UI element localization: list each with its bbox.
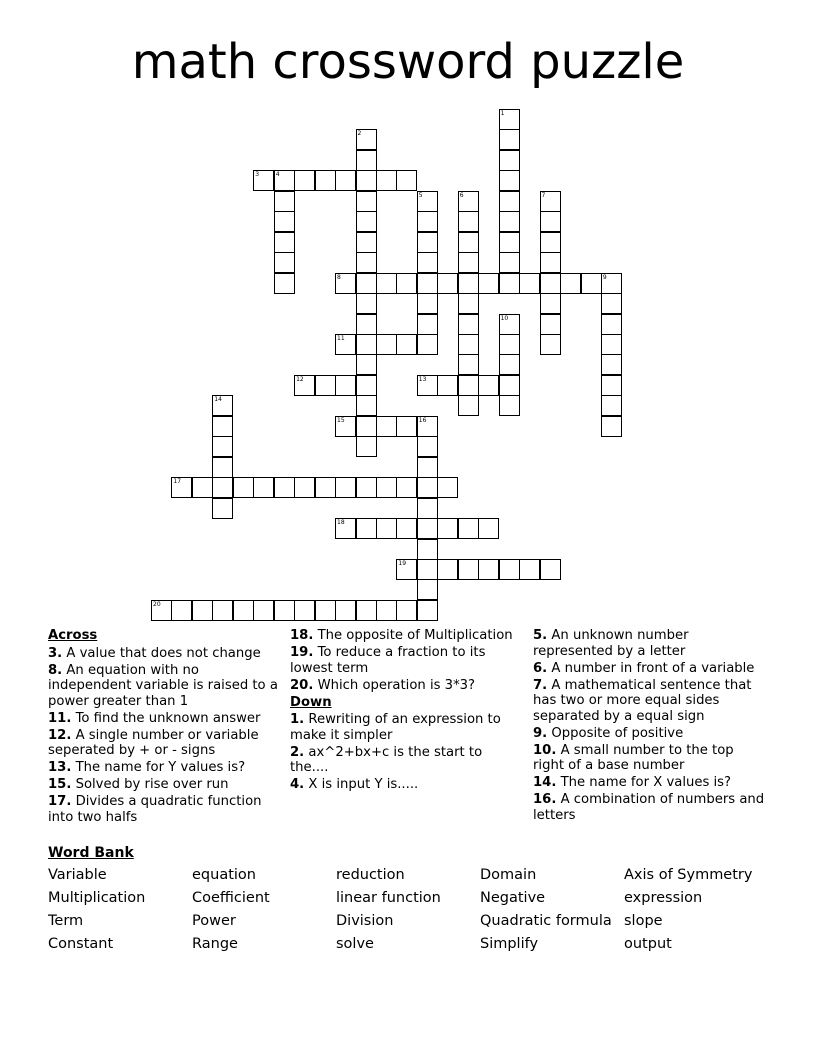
grid-cell[interactable] [294, 600, 315, 621]
grid-cell[interactable] [417, 334, 438, 355]
grid-cell[interactable] [356, 436, 377, 457]
grid-cell[interactable] [376, 170, 397, 191]
grid-cell[interactable] [499, 354, 520, 375]
clue-number: 6. [533, 660, 548, 676]
clue-text: The name for Y values is? [75, 760, 246, 775]
clues-column-1 [48, 628, 278, 827]
grid-cell-number: 8 [337, 273, 341, 281]
grid-cell[interactable] [356, 211, 377, 232]
grid-cell[interactable] [335, 170, 356, 191]
clue-text: A value that does not change [66, 645, 261, 661]
grid-cell[interactable] [540, 273, 561, 294]
clue-across-15 [48, 777, 278, 793]
grid-cell[interactable] [356, 395, 377, 416]
grid-cell[interactable] [499, 232, 520, 253]
grid-cell-number: 17 [173, 478, 182, 486]
grid-cell[interactable] [417, 477, 438, 498]
page-title: math crossword puzzle [131, 34, 685, 90]
grid-cell[interactable] [356, 129, 377, 150]
clue-number: 11. [48, 710, 72, 726]
grid-cell[interactable] [356, 477, 377, 498]
clue-number: 9. [533, 725, 548, 741]
grid-cell[interactable] [417, 314, 438, 335]
word-bank-item: Variable [48, 867, 107, 883]
clue-text: Solved by rise over run [75, 777, 229, 792]
clue-text: Divides a quadratic function into two halfs [48, 794, 262, 825]
grid-cell-number: 12 [296, 375, 304, 383]
grid-cell[interactable] [499, 129, 520, 150]
clue-down-10 [533, 743, 768, 774]
grid-cell[interactable] [192, 477, 213, 498]
grid-cell[interactable] [335, 600, 356, 621]
grid-cell[interactable] [274, 477, 295, 498]
grid-cell[interactable] [233, 600, 254, 621]
word-bank-item: Term [48, 913, 84, 929]
grid-cell[interactable] [253, 600, 274, 621]
grid-cell-number: 18 [337, 519, 345, 526]
grid-cell[interactable] [601, 375, 622, 396]
clue-number: 7. [533, 677, 548, 693]
grid-cell[interactable] [356, 518, 377, 539]
grid-cell[interactable] [417, 273, 438, 294]
grid-cell[interactable] [294, 170, 315, 191]
clue-across-8 [48, 663, 278, 710]
clue-number: 19. [290, 645, 314, 660]
grid-cell[interactable] [335, 477, 356, 498]
grid-cell[interactable] [356, 600, 377, 621]
clue-across-11 [48, 711, 278, 727]
clue-text: A small number to the top right of a base number [533, 742, 734, 773]
grid-cell[interactable] [540, 334, 561, 355]
grid-cell[interactable] [499, 395, 520, 416]
grid-cell[interactable] [417, 191, 438, 212]
clue-text: An unknown number represented by a letter [533, 628, 689, 659]
grid-cell-number: 10 [500, 314, 509, 322]
grid-cell[interactable] [376, 273, 397, 294]
grid-cell[interactable] [499, 170, 520, 191]
grid-cell[interactable] [437, 477, 458, 498]
grid-cell[interactable] [233, 477, 254, 498]
clue-down-4 [290, 777, 515, 793]
grid-cell[interactable] [601, 334, 622, 355]
grid-cell[interactable] [601, 293, 622, 314]
grid-cell[interactable] [417, 518, 438, 539]
clue-number: 16. [533, 792, 557, 807]
grid-cell[interactable] [417, 375, 438, 396]
grid-cell[interactable] [540, 232, 561, 253]
grid-cell-number: 7 [541, 191, 546, 199]
grid-cell[interactable] [478, 273, 499, 294]
grid-cell[interactable] [376, 334, 397, 355]
grid-cell[interactable] [458, 232, 479, 253]
grid-cell[interactable] [499, 273, 520, 294]
grid-cell[interactable] [499, 334, 520, 355]
grid-cell[interactable] [437, 518, 458, 539]
grid-cell[interactable] [519, 273, 540, 294]
grid-cell-number: 9 [602, 273, 607, 281]
grid-cell[interactable] [458, 314, 479, 335]
grid-cell[interactable] [274, 273, 295, 294]
grid-cell[interactable] [171, 600, 192, 621]
grid-cell[interactable] [212, 600, 233, 621]
grid-cell[interactable] [335, 375, 356, 396]
grid-cell[interactable] [315, 170, 336, 191]
grid-cell[interactable] [601, 416, 622, 437]
grid-cell[interactable] [356, 191, 377, 212]
clue-text: A number in front of a variable [551, 660, 755, 676]
grid-cell[interactable] [356, 354, 377, 375]
word-bank-item: Range [192, 936, 238, 952]
grid-cell[interactable] [458, 293, 479, 314]
clue-number: 10. [533, 742, 557, 758]
grid-cell[interactable] [540, 314, 561, 335]
grid-cell[interactable] [212, 395, 233, 416]
grid-cell-number: 19 [398, 559, 407, 567]
clue-down-9 [533, 726, 768, 742]
grid-cell[interactable] [601, 395, 622, 416]
clue-number: 17. [48, 794, 72, 809]
word-bank-item: output [624, 936, 672, 952]
clue-across-17 [48, 794, 278, 825]
grid-cell[interactable] [212, 457, 233, 478]
grid-cell[interactable] [356, 273, 377, 294]
clue-down-2 [290, 745, 515, 776]
grid-cell[interactable] [151, 600, 172, 621]
grid-cell[interactable] [458, 559, 479, 580]
grid-cell[interactable] [540, 191, 561, 212]
grid-cell-number: 16 [418, 416, 427, 424]
grid-cell[interactable] [274, 600, 295, 621]
grid-cell[interactable] [417, 498, 438, 519]
grid-cell[interactable] [315, 477, 336, 498]
grid-cell-number: 15 [337, 416, 345, 424]
grid-cell[interactable] [274, 170, 295, 191]
grid-cell[interactable] [519, 559, 540, 580]
clue-across-20 [290, 678, 515, 694]
word-bank [48, 866, 788, 954]
grid-cell[interactable] [540, 293, 561, 314]
clue-down-5 [533, 628, 768, 659]
clue-down-16 [533, 792, 768, 823]
grid-cell[interactable] [540, 211, 561, 232]
clue-number: 4. [290, 777, 305, 792]
grid-cell[interactable] [253, 170, 274, 191]
grid-cell[interactable] [601, 273, 622, 294]
grid-cell[interactable] [499, 109, 520, 130]
grid-cell[interactable] [212, 436, 233, 457]
clue-across-13 [48, 760, 278, 776]
grid-cell[interactable] [417, 436, 438, 457]
clue-down-7 [533, 678, 768, 725]
grid-cell[interactable] [376, 518, 397, 539]
word-bank-item: expression [624, 890, 703, 906]
grid-cell[interactable] [192, 600, 213, 621]
grid-cell[interactable] [478, 375, 499, 396]
grid-cell[interactable] [601, 354, 622, 375]
grid-cell-number: 3 [255, 171, 260, 179]
grid-cell[interactable] [417, 293, 438, 314]
clue-across-12 [48, 728, 278, 759]
word-bank-heading: Word Bank [48, 845, 134, 861]
grid-cell[interactable] [499, 375, 520, 396]
grid-cell[interactable] [274, 252, 295, 273]
grid-cell[interactable] [335, 518, 356, 539]
word-bank-item: Simplify [480, 936, 539, 952]
clue-number: 8. [48, 662, 63, 678]
grid-cell[interactable] [458, 395, 479, 416]
clue-down-6 [533, 661, 768, 677]
grid-cell[interactable] [396, 600, 417, 621]
clue-across-3 [48, 646, 278, 662]
grid-cell[interactable] [376, 600, 397, 621]
grid-cell[interactable] [356, 314, 377, 335]
grid-cell[interactable] [417, 416, 438, 437]
clue-text: A mathematical sentence that has two or more equal sides separated by a equal sign [533, 677, 752, 724]
clue-text: X is input Y is..... [308, 777, 419, 792]
grid-cell[interactable] [356, 232, 377, 253]
grid-cell[interactable] [499, 211, 520, 232]
grid-cell[interactable] [356, 170, 377, 191]
grid-cell[interactable] [417, 559, 438, 580]
word-bank-item: Power [192, 913, 236, 929]
word-bank-item: Domain [480, 867, 537, 883]
grid-cell[interactable] [253, 477, 274, 498]
clue-number: 12. [48, 727, 72, 743]
clue-text: Rewriting of an expression to make it simpler [290, 712, 501, 743]
grid-cell[interactable] [315, 600, 336, 621]
down-heading: Down [290, 694, 332, 710]
clue-down-14 [533, 775, 768, 791]
grid-cell[interactable] [274, 211, 295, 232]
grid-cell[interactable] [356, 416, 377, 437]
grid-cell[interactable] [356, 150, 377, 171]
grid-cell[interactable] [171, 477, 192, 498]
grid-cell[interactable] [499, 191, 520, 212]
grid-cell[interactable] [499, 314, 520, 335]
grid-cell[interactable] [274, 232, 295, 253]
grid-cell[interactable] [458, 252, 479, 273]
word-bank-item: solve [336, 936, 374, 952]
grid-cell[interactable] [458, 334, 479, 355]
grid-cell[interactable] [356, 293, 377, 314]
clue-text: Which operation is 3*3? [317, 677, 476, 693]
word-bank-item: linear function [336, 890, 441, 906]
clue-number: 20. [290, 677, 314, 693]
grid-cell[interactable] [458, 273, 479, 294]
word-bank-item: Axis of Symmetry [624, 867, 753, 883]
grid-cell[interactable] [417, 457, 438, 478]
grid-cell-number: 13 [418, 375, 427, 383]
grid-cell[interactable] [396, 170, 417, 191]
grid-cell[interactable] [212, 498, 233, 519]
clue-number: 15. [48, 777, 72, 792]
across-heading: Across [48, 628, 98, 643]
clue-text: ax^2+bx+c is the start to the.... [290, 744, 483, 775]
clue-text: To find the unknown answer [75, 710, 261, 726]
grid-cell[interactable] [356, 375, 377, 396]
word-bank-item: Constant [48, 936, 114, 952]
grid-cell[interactable] [356, 334, 377, 355]
word-bank-item: Multiplication [48, 890, 146, 906]
grid-cell[interactable] [601, 314, 622, 335]
word-bank-item: Division [336, 913, 394, 929]
grid-cell[interactable] [335, 334, 356, 355]
grid-cell[interactable] [458, 211, 479, 232]
clue-number: 13. [48, 760, 72, 775]
grid-cell[interactable] [458, 191, 479, 212]
grid-cell[interactable] [335, 416, 356, 437]
clue-text: A single number or variable seperated by + or - signs [48, 727, 259, 758]
grid-cell[interactable] [458, 518, 479, 539]
word-bank-item: slope [624, 913, 663, 929]
grid-cell[interactable] [437, 273, 458, 294]
grid-cell[interactable] [581, 273, 602, 294]
grid-cell[interactable] [499, 559, 520, 580]
grid-cell[interactable] [417, 232, 438, 253]
word-bank-item: equation [192, 867, 256, 883]
grid-cell[interactable] [417, 600, 438, 621]
grid-cell[interactable] [212, 416, 233, 437]
grid-cell-number: 14 [214, 396, 222, 404]
grid-cell[interactable] [274, 191, 295, 212]
grid-cell[interactable] [540, 252, 561, 273]
word-bank-item: Quadratic formula [480, 913, 612, 929]
clues-column-2 [290, 628, 515, 794]
grid-cell[interactable] [560, 273, 581, 294]
clue-number: 14. [533, 775, 557, 790]
grid-cell[interactable] [417, 211, 438, 232]
grid-cell[interactable] [417, 252, 438, 273]
clue-down-1 [290, 712, 515, 743]
clues-column-3 [533, 628, 768, 825]
clue-text: Opposite of positive [551, 725, 684, 741]
grid-cell[interactable] [356, 252, 377, 273]
word-bank-item: Coefficient [192, 890, 270, 906]
grid-cell[interactable] [396, 518, 417, 539]
clue-text: The opposite of Multiplication [317, 628, 513, 643]
grid-cell[interactable] [499, 150, 520, 171]
grid-cell[interactable] [417, 539, 438, 560]
clue-across-19 [290, 645, 515, 676]
clue-across-18 [290, 628, 515, 644]
grid-cell[interactable] [396, 334, 417, 355]
grid-cell-number: 1 [500, 110, 505, 117]
grid-cell[interactable] [499, 252, 520, 273]
word-bank-item: reduction [336, 867, 405, 883]
clue-text: A combination of numbers and letters [533, 792, 765, 823]
grid-cell[interactable] [294, 477, 315, 498]
grid-cell-number: 4 [275, 171, 280, 179]
grid-cell[interactable] [437, 559, 458, 580]
grid-cell[interactable] [212, 477, 233, 498]
grid-cell[interactable] [396, 559, 417, 580]
grid-cell-number: 6 [459, 191, 464, 199]
clue-text: The name for X values is? [560, 775, 732, 790]
grid-cell[interactable] [417, 579, 438, 600]
clue-text: An equation with no independent variable is raised to a power greater than 1 [48, 662, 278, 709]
word-bank-item: Negative [480, 890, 546, 906]
grid-cell-number: 2 [357, 130, 362, 138]
clue-number: 18. [290, 628, 314, 643]
grid-cell[interactable] [540, 559, 561, 580]
grid-cell[interactable] [396, 273, 417, 294]
grid-cell[interactable] [376, 416, 397, 437]
clue-number: 2. [290, 744, 305, 760]
grid-cell[interactable] [437, 375, 458, 396]
grid-cell[interactable] [376, 477, 397, 498]
grid-cell[interactable] [478, 518, 499, 539]
clue-number: 1. [290, 712, 305, 727]
grid-cell[interactable] [315, 375, 336, 396]
grid-cell-number: 11 [337, 334, 345, 342]
grid-cell[interactable] [478, 559, 499, 580]
grid-cell[interactable] [458, 375, 479, 396]
grid-cell[interactable] [335, 273, 356, 294]
clue-number: 3. [48, 645, 63, 661]
grid-cell[interactable] [458, 354, 479, 375]
clue-text: To reduce a fraction to its lowest term [290, 645, 486, 676]
clue-number: 5. [533, 628, 548, 643]
grid-cell-number: 20 [153, 600, 161, 608]
grid-cell-number: 5 [418, 191, 423, 199]
grid-cell[interactable] [396, 416, 417, 437]
grid-cell[interactable] [396, 477, 417, 498]
grid-cell[interactable] [294, 375, 315, 396]
